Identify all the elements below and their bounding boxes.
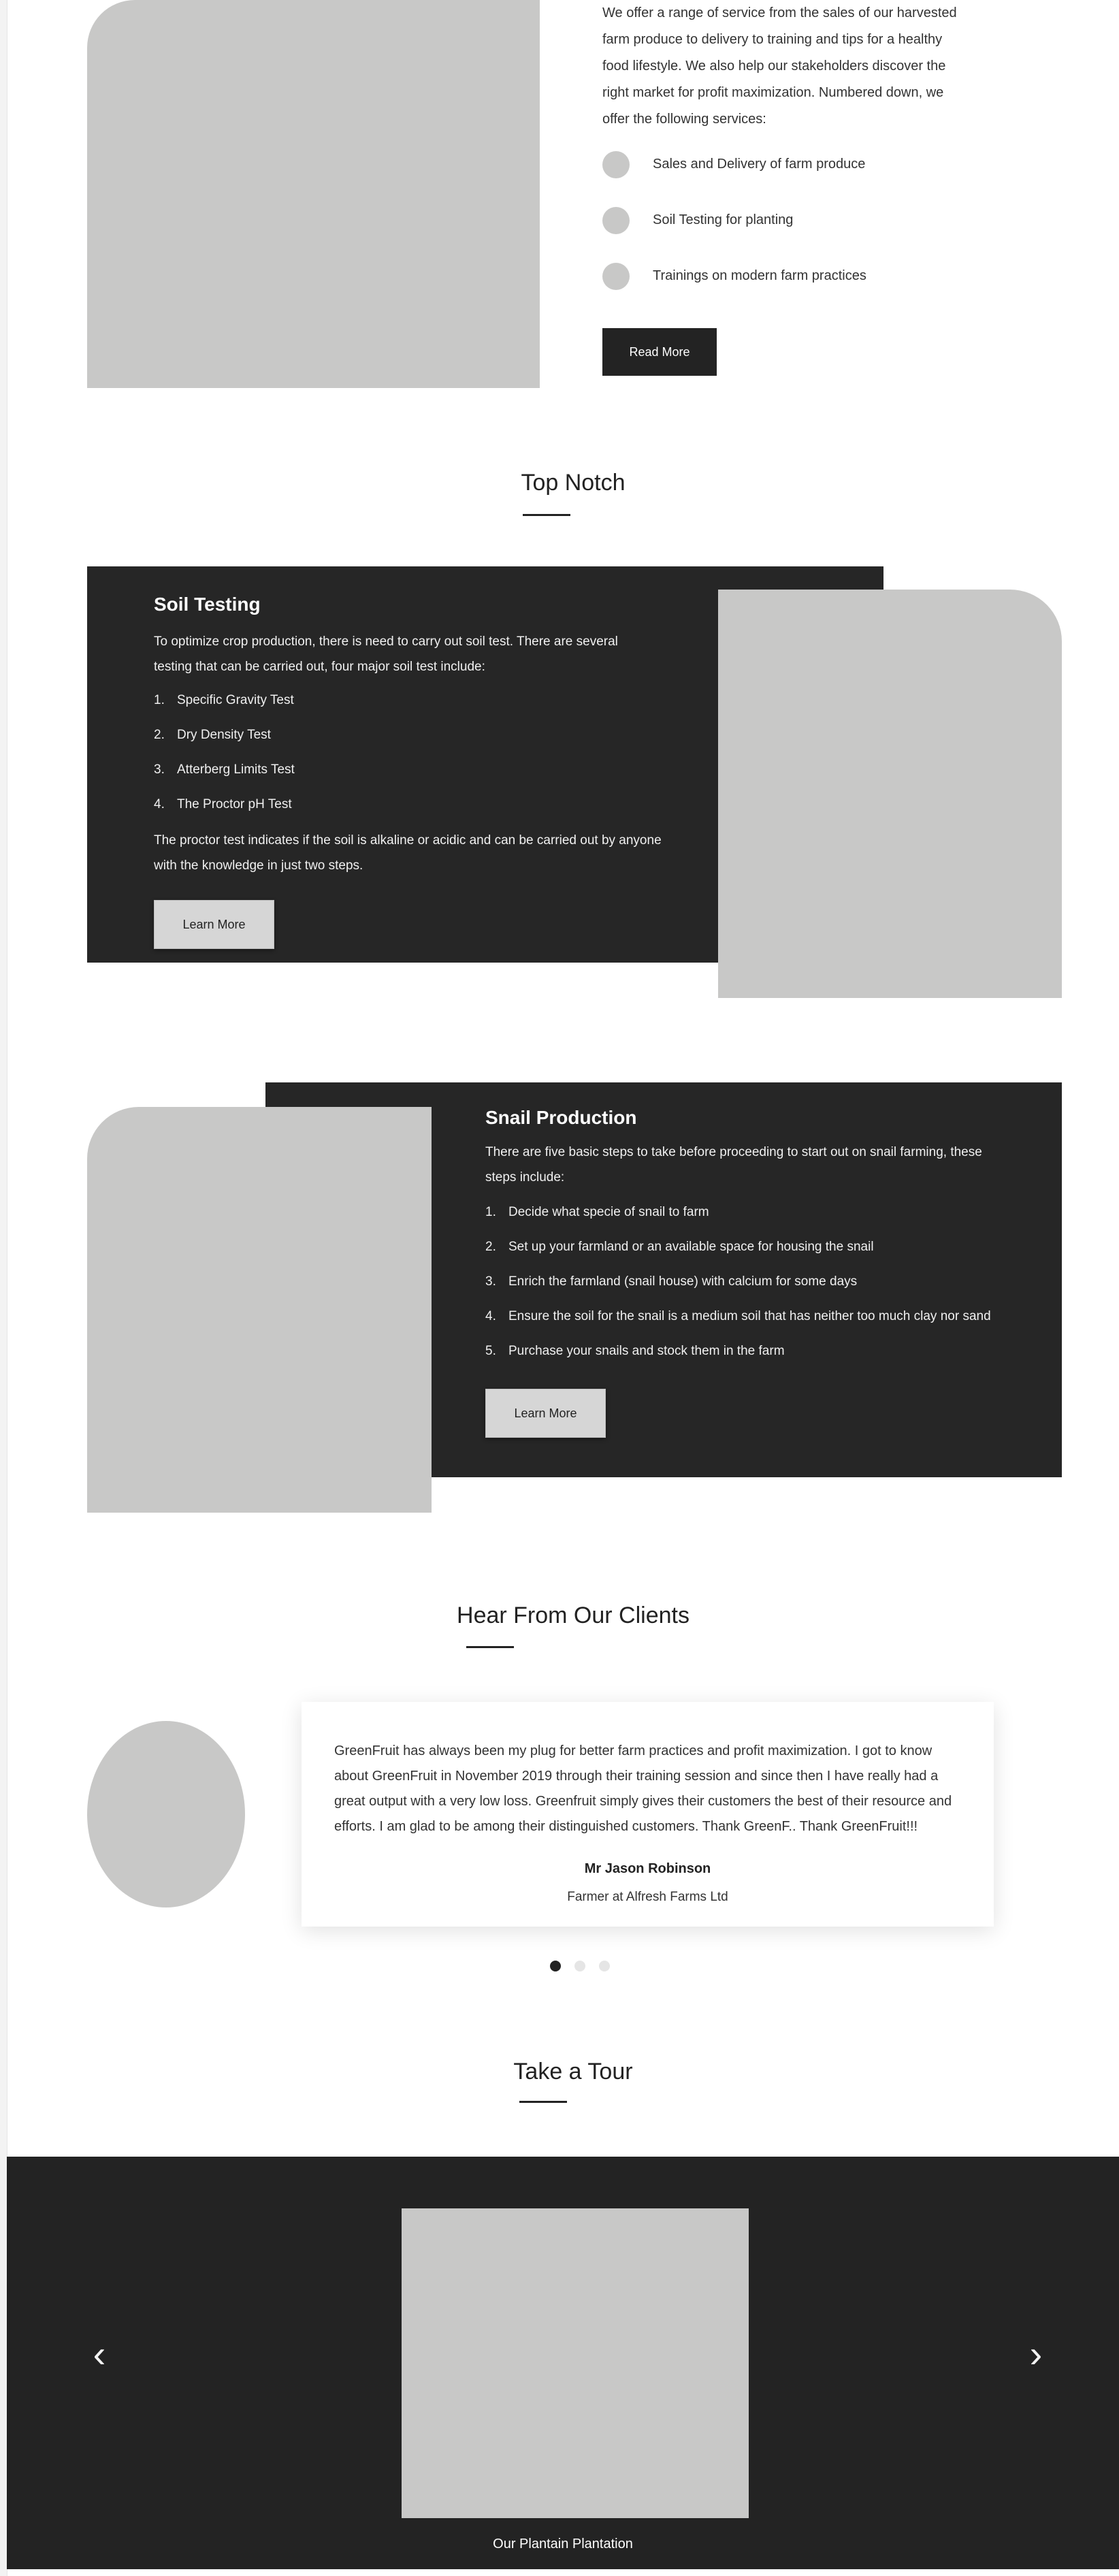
list-item: 2. Set up your farmland or an available space for housing the snail xyxy=(485,1240,874,1254)
client-avatar xyxy=(87,1721,245,1907)
list-item: 1. Decide what specie of snail to farm xyxy=(485,1205,709,1219)
snail-production-image xyxy=(87,1107,432,1513)
soil-testing-title: Soil Testing xyxy=(154,594,261,615)
service-label: Soil Testing for planting xyxy=(653,212,794,227)
intro-paragraph: We offer a range of service from the sales of our harvested farm produce to delivery to training and tips for a healthy food lifestyle. We also help our stakeholders discover the right market for profit maximization. Numbered down, we offer the following services: xyxy=(602,5,957,127)
soil-test-list xyxy=(154,693,295,832)
service-label: Sales and Delivery of farm produce xyxy=(653,157,866,172)
bullet-icon xyxy=(602,263,630,290)
list-item: 3. Atterberg Limits Test xyxy=(154,762,295,777)
snail-steps-list xyxy=(485,1205,991,1379)
list-item: 4. The Proctor pH Test xyxy=(154,797,292,811)
tour-heading: Take a Tour xyxy=(513,2059,633,2084)
client-role: Farmer at Alfresh Farms Ltd xyxy=(567,1890,728,1904)
carousel-dot[interactable] xyxy=(574,1961,585,1971)
testimonial-card xyxy=(302,1702,994,1927)
list-item: 3. Enrich the farmland (snail house) with calcium for some days xyxy=(485,1274,858,1289)
heading-underline xyxy=(519,2101,567,2103)
list-item: 1. Specific Gravity Test xyxy=(154,693,294,707)
testimonial-text: GreenFruit has always been my plug for better farm practices and profit maximization. I got to know about GreenFruit in November 2019 through their training session and since then I have really had a great output with a very low loss. Greenfruit simply gives their customers the best of their resource and efforts. I am glad to be among their distinguished customers. Thank GreenF.. Thank GreenFruit!!! xyxy=(334,1743,952,1834)
snail-learn-more-button[interactable]: Learn More xyxy=(485,1389,606,1438)
list-item: 5. Purchase your snails and stock them in the farm xyxy=(485,1344,785,1358)
chevron-right-icon[interactable]: › xyxy=(1029,2332,1043,2375)
tour-slide-image xyxy=(402,2208,749,2518)
soil-testing-outro: The proctor test indicates if the soil is alkaline or acidic and can be carried out by anyone with the knowledge in just two steps. xyxy=(154,833,662,873)
soil-testing-image xyxy=(718,590,1062,998)
read-more-button[interactable]: Read More xyxy=(602,328,717,376)
intro-image xyxy=(87,0,540,388)
client-name: Mr Jason Robinson xyxy=(584,1861,711,1876)
snail-production-title: Snail Production xyxy=(485,1107,637,1128)
carousel-dot-active[interactable] xyxy=(550,1961,561,1971)
soil-learn-more-button[interactable]: Learn More xyxy=(154,900,274,949)
tour-slide-caption: Our Plantain Plantation xyxy=(493,2537,633,2551)
heading-underline xyxy=(523,514,570,516)
carousel-dot[interactable] xyxy=(599,1961,610,1971)
heading-underline xyxy=(466,1646,514,1648)
chevron-left-icon[interactable]: ‹ xyxy=(93,2332,106,2375)
service-label: Trainings on modern farm practices xyxy=(653,268,866,283)
tour-slider xyxy=(7,2157,1119,2569)
bullet-icon xyxy=(602,207,630,234)
bullet-icon xyxy=(602,151,630,178)
top-notch-heading: Top Notch xyxy=(521,470,626,496)
list-item: 4. Ensure the soil for the snail is a medium soil that has neither too much clay nor sand xyxy=(485,1309,991,1323)
snail-production-intro: There are five basic steps to take before proceeding to start out on snail farming, these steps include: xyxy=(485,1145,982,1185)
clients-heading: Hear From Our Clients xyxy=(457,1603,690,1628)
list-item: 2. Dry Density Test xyxy=(154,728,271,742)
soil-testing-intro: To optimize crop production, there is need to carry out soil test. There are several testing that can be carried out, four major soil test include: xyxy=(154,634,618,674)
